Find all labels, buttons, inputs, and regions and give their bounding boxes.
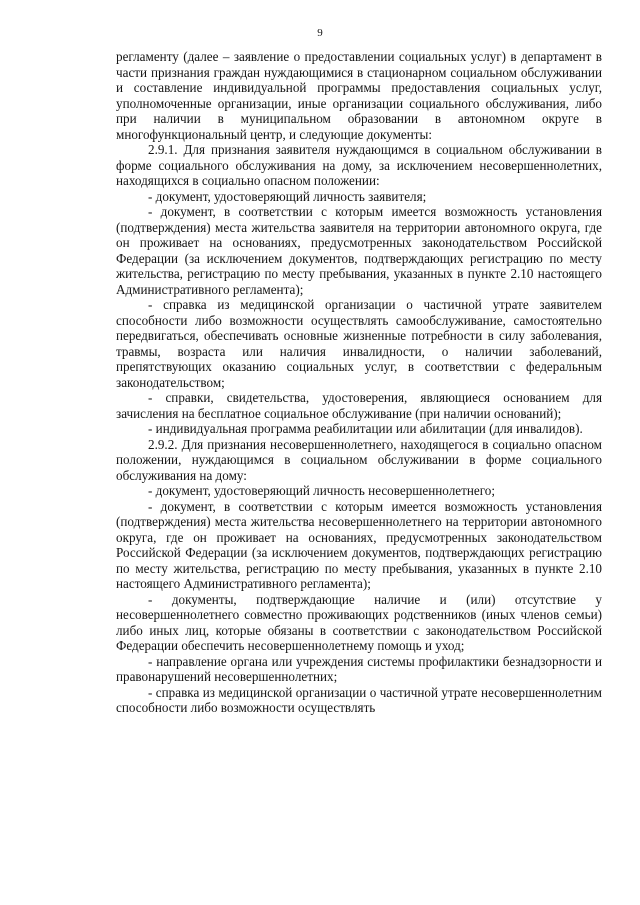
list-item: - справки, свидетельства, удостоверения, являющиеся основанием для зачисления на бесплатное социальное обслуживание (при наличии оснований);: [116, 390, 602, 421]
list-item: - справка из медицинской организации о частичной утрате заявителем способности либо возможности осуществлять самообслуживание, самостоятельно передвигаться, обеспечивать основные жизненные потребности в силу заболевания, травмы, возраста или наличия инвалидности, о наличии заболеваний, препятствующих оказанию социальных услуг, в соответствии с федеральным законодательством;: [116, 297, 602, 390]
paragraph: регламенту (далее – заявление о предоставлении социальных услуг) в департамент в части признания граждан нуждающимися в стационарном социальном обслуживании и составление индивидуальной программы предоставления социальных услуг, уполномоченные организации, иные организации социального обслуживания, либо при наличии в муниципальном образовании в автономном округе в многофункциональный центр, и следующие документы:: [116, 49, 602, 142]
list-item: - документ, удостоверяющий личность несовершеннолетнего;: [148, 483, 495, 498]
page-number: 9: [317, 27, 323, 39]
list-item: - документ, удостоверяющий личность заявителя;: [148, 188, 427, 204]
paragraph-section-2-9-2: 2.9.2. Для признания несовершеннолетнего, находящегося в социально опасном положении, нуждающимся в социальном обслуживании в форме социального обслуживания на дому:: [116, 436, 602, 483]
list-item: - индивидуальная программа реабилитации или абилитации (для инвалидов).: [148, 421, 583, 436]
list-item: - направление органа или учреждения системы профилактики безнадзорности и правонарушений несовершеннолетних;: [116, 653, 602, 684]
list-item: - справка из медицинской организации о частичной утрате несовершеннолетним способности либо возможности осуществлять: [116, 684, 602, 715]
list-item: - документ, в соответствии с которым имеется возможность установления (подтверждения) места жительства заявителя на территории автономного округа, где он проживает на основаниях, предусмотренных законодательством Российской Федерации (за исключением документов, подтверждающих регистрацию по месту жительства, регистрацию по месту пребывания, указанных в пункте 2.10 настоящего Административного регламента);: [116, 204, 602, 297]
list-item: - документ, в соответствии с которым имеется возможность установления (подтверждения) места жительства несовершеннолетнего на территории автономного округа, где он проживает на основаниях, предусмотренных законодательством Российской Федерации (за исключением документов, подтверждающих регистрацию по месту жительства, регистрацию по месту пребывания, указанных в пункте 2.10 настоящего Административного регламента);: [116, 498, 602, 591]
paragraph-section-2-9-1: 2.9.1. Для признания заявителя нуждающимся в социальном обслуживании в форме социального обслуживания на дому, за исключением несовершеннолетних, находящихся в социально опасном положении:: [116, 142, 602, 188]
document-body: [116, 49, 602, 716]
list-item: - документы, подтверждающие наличие и (или) отсутствие у несовершеннолетнего совместно проживающих родственников (иных членов семьи) либо иных лиц, которые обязаны в соответствии с законодательством Российской Федерации обеспечить несовершеннолетнему помощь и уход;: [116, 591, 602, 653]
